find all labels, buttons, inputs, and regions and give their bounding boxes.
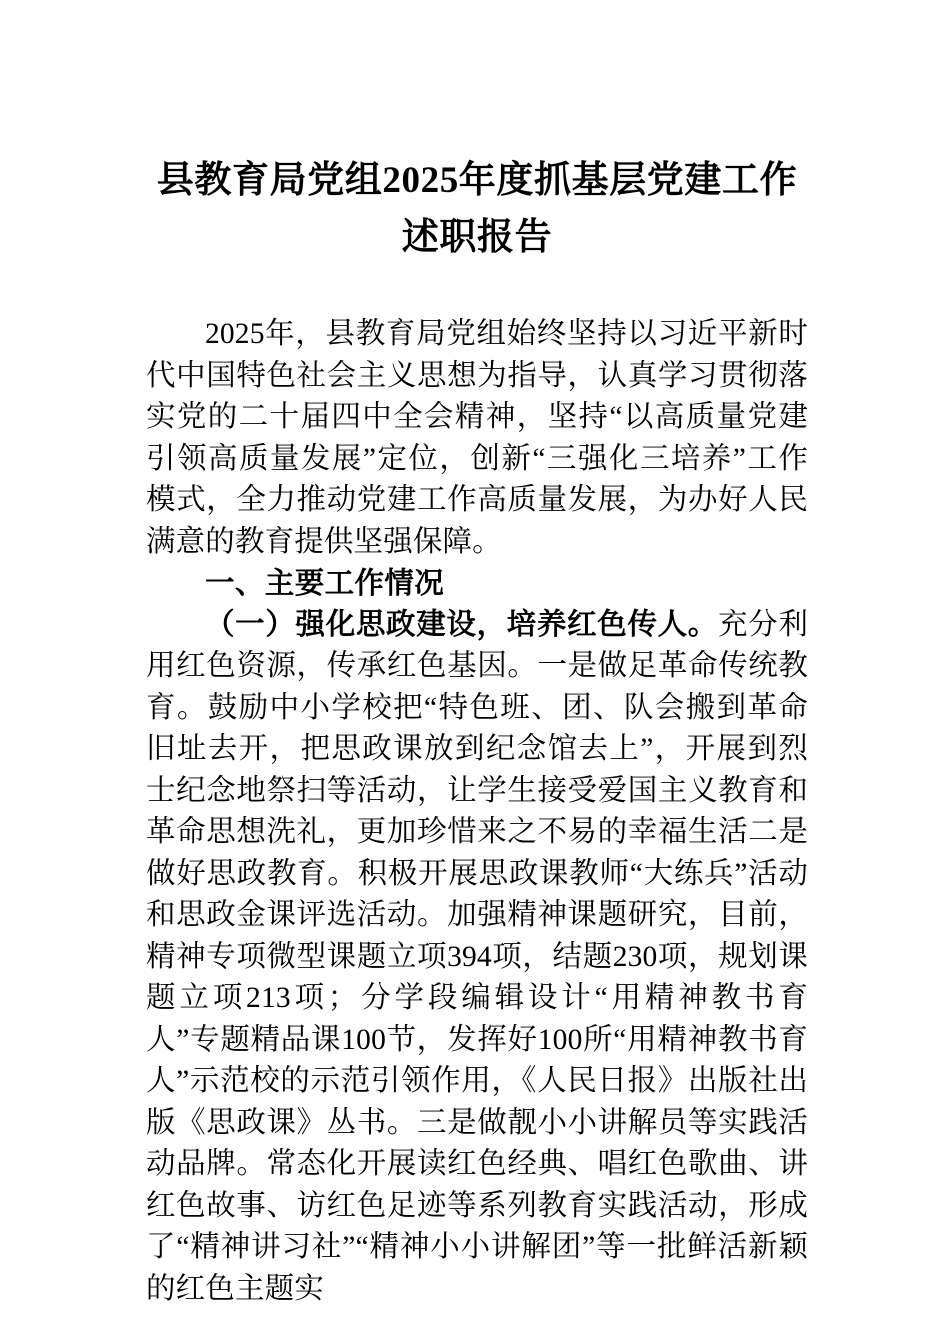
subsection-lead-1: （一）强化思政建设，培养红色传人。	[205, 608, 718, 641]
subsection-body-1: 充分利用红色资源，传承红色基因。一是做足革命传统教育。鼓励中小学校把“特色班、团、队会搬到革命旧址去开，把思政课放到纪念馆去上”，开展到烈士纪念地祭扫等活动，让学生接受爱国主义教育和革命思想洗礼，更加珍惜来之不易的幸福生活二是做好思政教育。积极开展思政课教师“大练兵”活动和思政金课评选活动。加强精神课题研究，目前，精神专项微型课题立项394项，结题230项，规划课题立项213项；分学段编辑设计“用精神教书育人”专题精品课100节，发挥好100所“用精神教书育人”示范校的示范引领作用，《人民日报》出版社出版《思政课》丛书。三是做靓小小讲解员等实践活动品牌。常态化开展读红色经典、唱红色歌曲、讲红色故事、访红色足迹等系列教育实践活动，形成了“精神讲习社”“精神小小讲解团”等一批鲜活新颖的红色主题实	[146, 608, 808, 1305]
paragraph-subsection-1	[146, 605, 808, 1311]
page-title: 县教育局党组2025年度抓基层党建工作述职报告	[156, 160, 798, 258]
section-heading-main-work: 一、主要工作情况	[205, 567, 445, 600]
paragraph-intro: 2025年，县教育局党组始终坚持以习近平新时代中国特色社会主义思想为指导，认真学习贯彻落实党的二十届四中全会精神，坚持“以高质量党建引领高质量发展”定位，创新“三强化三培养”工作模式，全力推动党建工作高质量发展，为办好人民满意的教育提供坚强保障。	[146, 318, 808, 558]
document-body	[146, 266, 808, 1310]
document-content	[146, 0, 808, 1310]
